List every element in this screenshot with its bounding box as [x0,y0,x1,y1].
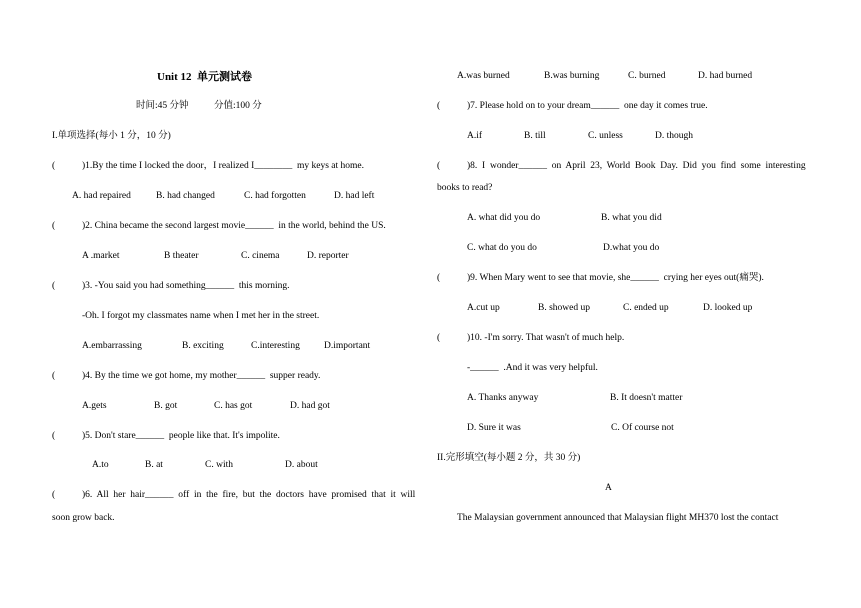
question-7-option-b: B. till [524,131,546,141]
question-10-reply: -______ .And it was very helpful. [467,363,598,373]
question-9-option-c: C. ended up [623,303,669,313]
question-8-stem: )8. I wonder______ on April 23, World Book Day. Did you find some interesting [467,161,806,171]
question-1-option-d: D. had left [334,191,375,201]
question-7-option-a: A.if [467,131,483,141]
question-6-option-a: A.was burned [457,71,510,81]
question-7-stem: )7. Please hold on to your dream______ one day it comes true. [467,101,708,111]
question-6-option-d: D. had burned [698,71,753,81]
question-10-option-d: D. Sure it was [467,423,521,433]
answer-paren: ( [52,490,56,500]
question-5-option-a: A.to [92,460,109,470]
section-2-heading: II.完形填空(每小题 2 分，共 30 分) [437,453,581,463]
question-10-option-a: A. Thanks anyway [467,393,539,403]
answer-paren: ( [437,333,441,343]
answer-paren: ( [52,371,56,381]
question-1-option-c: C. had forgotten [244,191,306,201]
answer-paren: ( [437,273,441,283]
answer-paren: ( [52,281,56,291]
question-9-option-d: D. looked up [703,303,753,313]
question-6-option-b: B.was burning [544,71,600,81]
question-5-option-d: D. about [285,460,318,470]
question-4-option-d: D. had got [290,401,330,411]
question-2-option-a: A .market [82,251,120,261]
question-4-option-b: B. got [154,401,178,411]
question-1-stem: )1.By the time I locked the door，I realized I________ my keys at home. [82,161,365,171]
question-8-option-d: D.what you do [603,243,660,253]
question-6-stem: )6. All her hair______ off in the fire, but the doctors have promised that it will [82,490,416,500]
question-8-option-c: C. what do you do [467,243,537,253]
answer-paren: ( [52,431,56,441]
question-9-option-a: A.cut up [467,303,500,313]
question-3-stem: )3. -You said you had something______ this morning. [82,281,290,291]
question-8-option-b: B. what you did [601,213,662,223]
question-8-continuation: books to read? [437,183,493,193]
question-6-continuation: soon grow back. [52,513,115,523]
question-3-option-a: A.embarrassing [82,341,142,351]
exam-time: 时间:45 分钟 [136,101,189,111]
answer-paren: ( [437,101,441,111]
question-7-option-d: D. though [655,131,693,141]
question-10-option-c: C. Of course not [611,423,674,433]
question-9-stem: )9. When Mary went to see that movie, she______ crying her eyes out(痛哭). [467,273,764,283]
question-1-option-a: A. had repaired [72,191,131,201]
question-4-option-a: A.gets [82,401,107,411]
question-3-option-d: D.important [324,341,371,351]
question-6-option-c: C. burned [628,71,666,81]
question-5-option-c: C. with [205,460,233,470]
question-5-option-b: B. at [145,460,163,470]
question-9-option-b: B. showed up [538,303,590,313]
exam-score: 分值:100 分 [214,101,262,111]
question-2-stem: )2. China became the second largest movie______ in the world, behind the US. [82,221,386,231]
answer-paren: ( [437,161,441,171]
question-7-option-c: C. unless [588,131,623,141]
question-8-option-a: A. what did you do [467,213,541,223]
passage-first-line: The Malaysian government announced that Malaysian flight MH370 lost the contact [457,513,779,523]
section-1-heading: I.单项选择(每小 1 分，10 分) [52,131,171,141]
question-10-option-b: B. It doesn't matter [610,393,683,403]
question-1-option-b: B. had changed [156,191,215,201]
question-2-option-b: B theater [164,251,199,261]
question-2-option-c: C. cinema [241,251,280,261]
page-title: Unit 12 单元测试卷 [157,71,253,83]
question-2-option-d: D. reporter [307,251,349,261]
answer-paren: ( [52,161,56,171]
question-3-reply: -Oh. I forgot my classmates name when I met her in the street. [82,311,320,321]
question-4-stem: )4. By the time we got home, my mother______ supper ready. [82,371,321,381]
question-3-option-c: C.interesting [251,341,300,351]
passage-label: A [605,483,612,493]
question-3-option-b: B. exciting [182,341,224,351]
question-10-stem: )10. -I'm sorry. That wasn't of much help. [467,333,625,343]
question-5-stem: )5. Don't stare______ people like that. It's impolite. [82,431,280,441]
question-4-option-c: C. has got [214,401,253,411]
answer-paren: ( [52,221,56,231]
